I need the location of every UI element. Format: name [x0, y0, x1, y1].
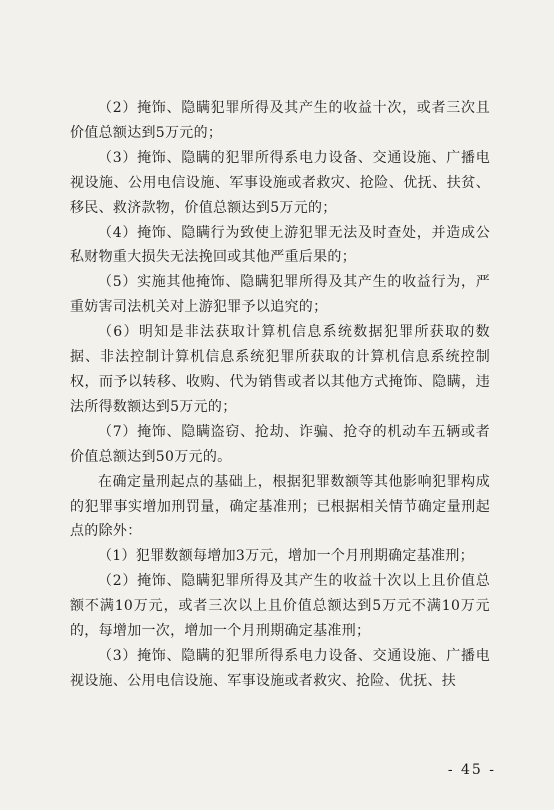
paragraph-item-7: （7）掩饰、隐瞒盗窃、抢劫、诈骗、抢夺的机动车五辆或者价值总额达到50万元的。	[70, 423, 490, 465]
paragraph-item-3: （3）掩饰、隐瞒的犯罪所得系电力设备、交通设施、广播电视设施、公用电信设施、军事设施或者救灾、抢险、优抚、扶贫、移民、救济款物，价值总额达到5万元的；	[70, 149, 490, 216]
paragraph-item-5: （5）实施其他掩饰、隐瞒犯罪所得及其产生的收益行为，严重妨害司法机关对上游犯罪予以追究的；	[70, 274, 490, 316]
paragraph-intro: 在确定量刑起点的基础上，根据犯罪数额等其他影响犯罪构成的犯罪事实增加刑罚量，确定基准刑；已根据相关情节确定量刑起点的除外：	[70, 473, 490, 540]
paragraph-item-6: （6）明知是非法获取计算机信息系统数据犯罪所获取的数据、非法控制计算机信息系统犯罪所获取的计算机信息系统控制权，而予以转移、收购、代为销售或者以其他方式掩饰、隐瞒，违法所得数额达到5万元的；	[70, 324, 490, 415]
paragraph-item-2: （2）掩饰、隐瞒犯罪所得及其产生的收益十次，或者三次且价值总额达到5万元的；	[70, 100, 490, 141]
paragraph-adjust-3: （3）掩饰、隐瞒的犯罪所得系电力设备、交通设施、广播电视设施、公用电信设施、军事设施或者救灾、抢险、优抚、扶	[70, 647, 490, 689]
page-number: - 45 -	[447, 762, 496, 778]
paragraph-adjust-1: （1）犯罪数额每增加3万元，增加一个月刑期确定基准刑；	[98, 548, 474, 565]
body-text	[70, 96, 490, 694]
paragraph-adjust-2: （2）掩饰、隐瞒犯罪所得及其产生的收益十次以上且价值总额不满10万元，或者三次以上且价值总额达到5万元不满10万元的，每增加一次，增加一个月刑期确定基准刑；	[70, 573, 490, 640]
paragraph-item-4: （4）掩饰、隐瞒行为致使上游犯罪无法及时查处，并造成公私财物重大损失无法挽回或其他严重后果的；	[70, 224, 490, 266]
